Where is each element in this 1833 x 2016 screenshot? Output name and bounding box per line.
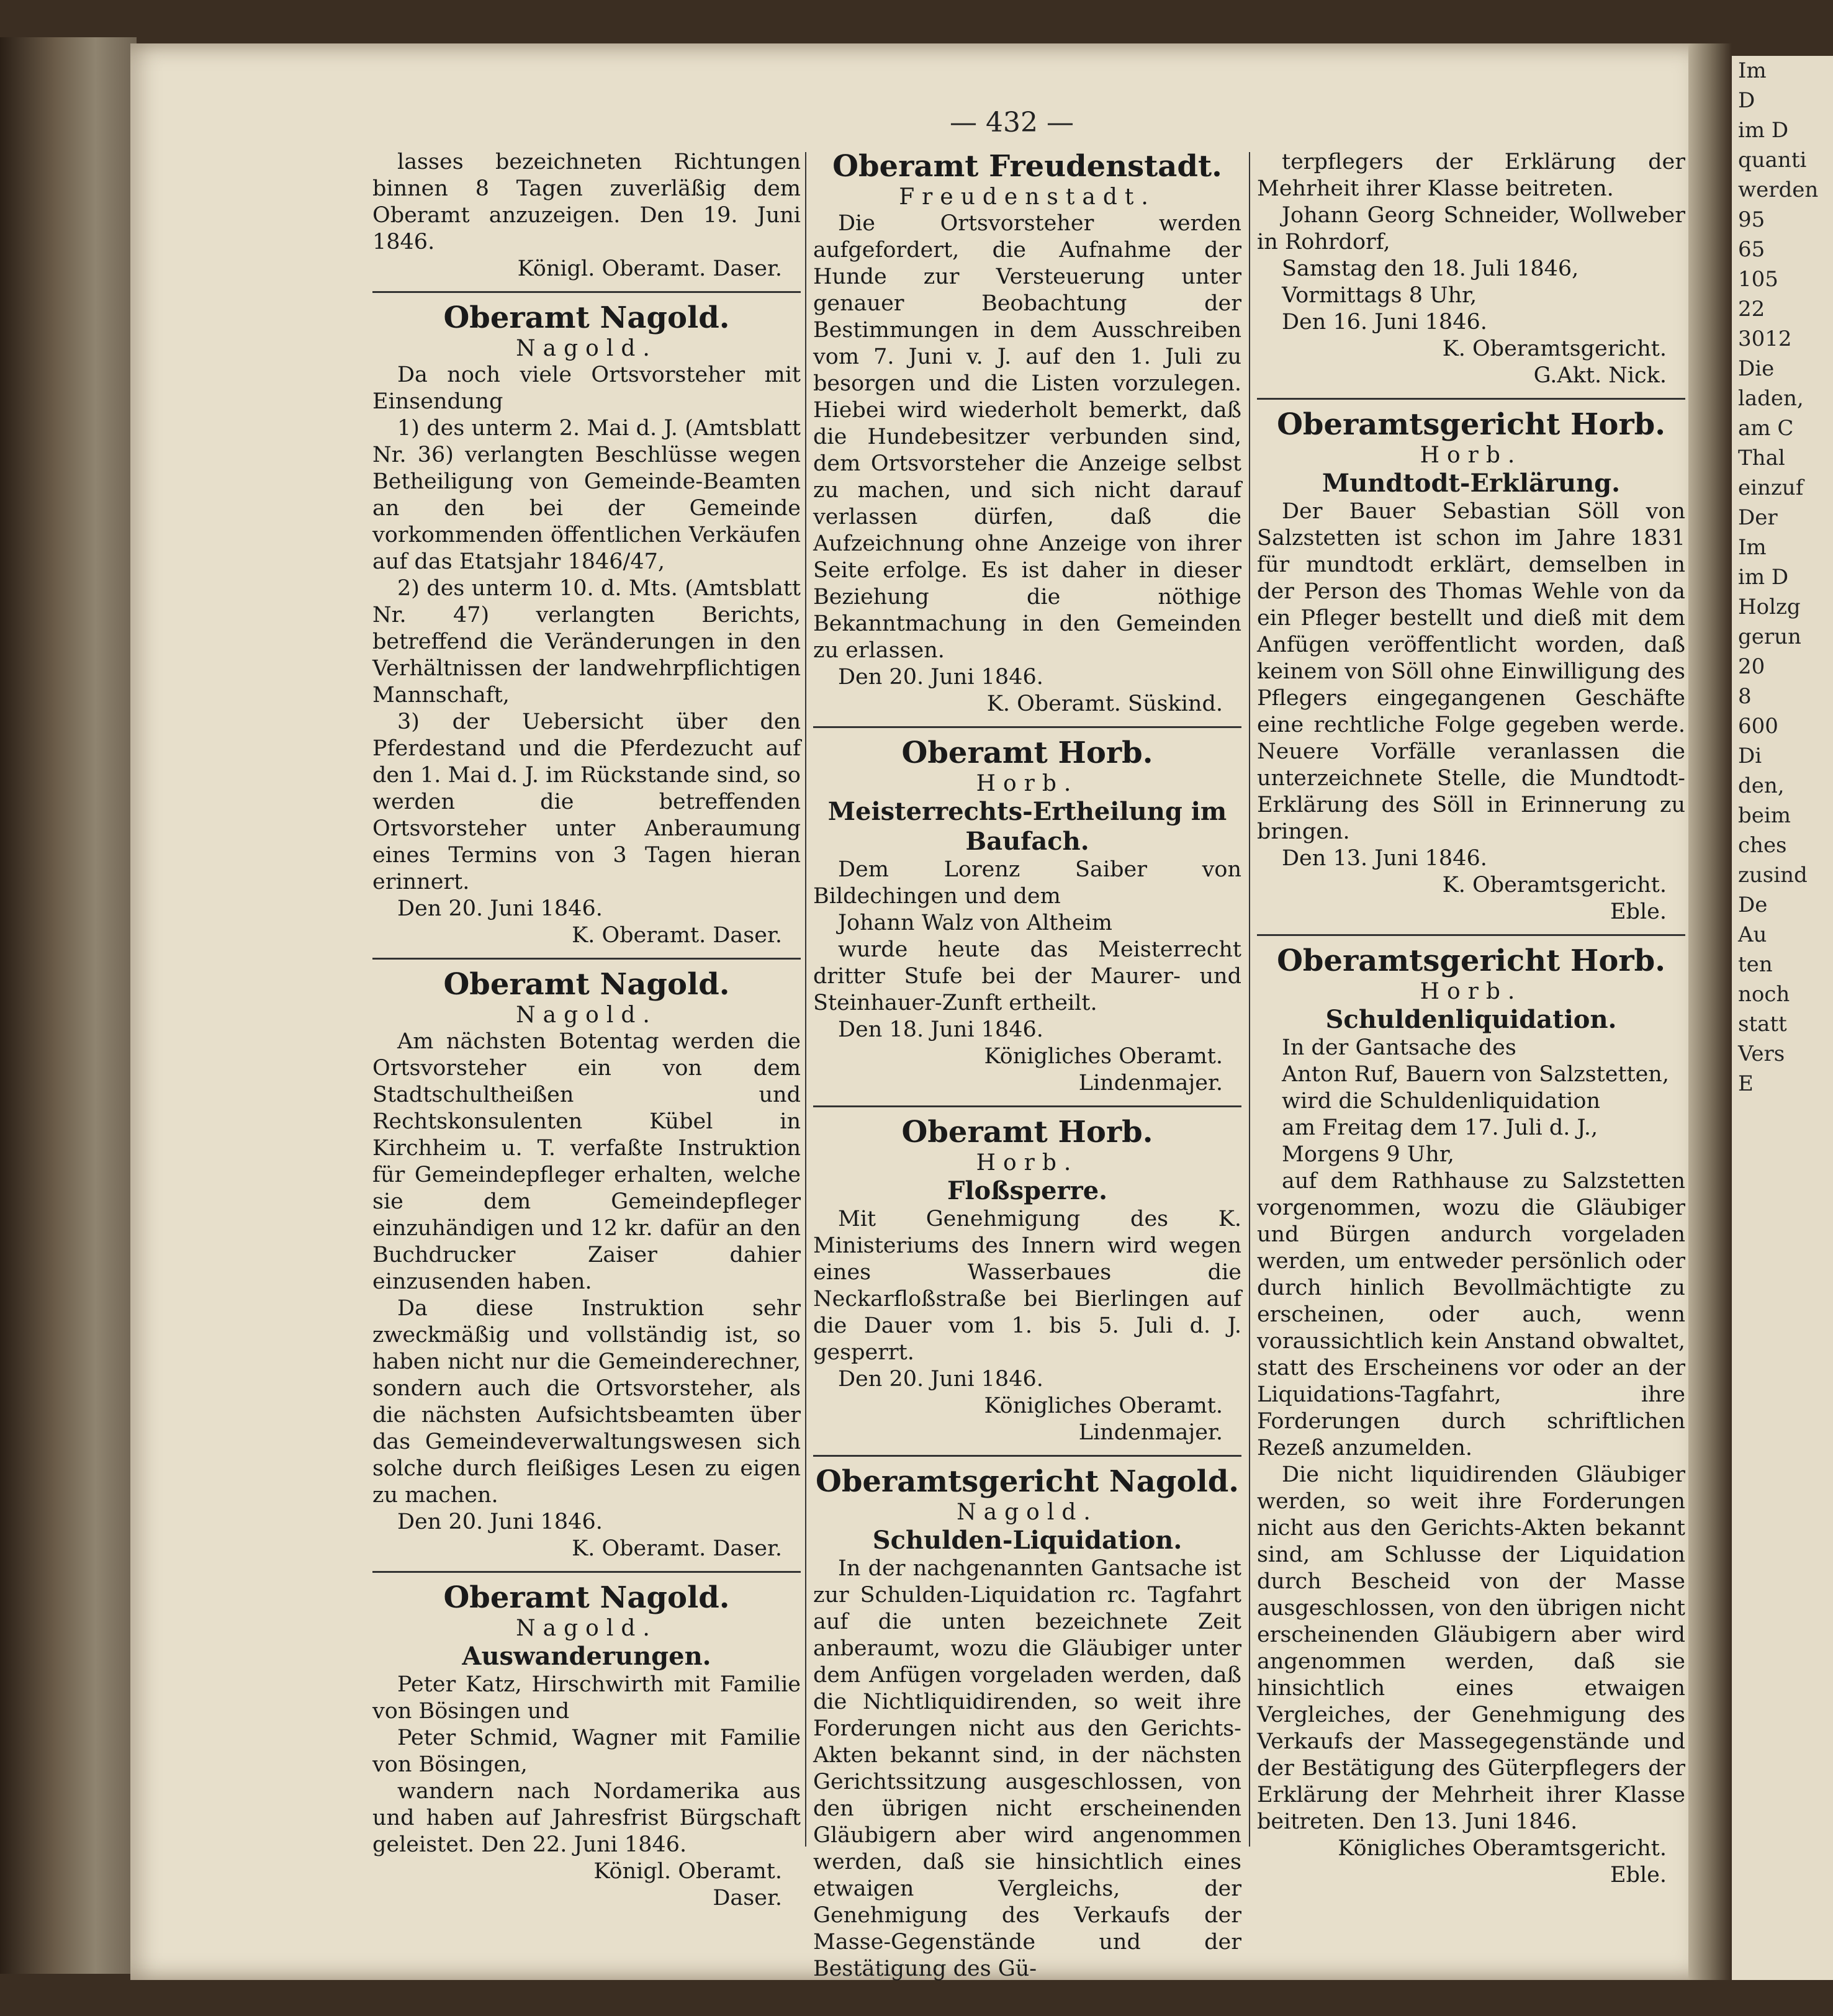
facing-page-fragment: 8 xyxy=(1738,684,1752,709)
notice-signature: Königl. Oberamt. xyxy=(593,1859,782,1884)
notice xyxy=(372,958,801,1562)
book-edge xyxy=(0,37,137,1974)
notice-subtitle: Schulden-Liquidation. xyxy=(872,1526,1182,1555)
notice-heading: Oberamt Nagold. xyxy=(443,967,730,1002)
notice-paragraph: Die nicht liquidirenden Gläubiger werden, so weit ihre Forderungen nicht aus den Gerichts-Akten bekannt sind, am Schlusse der Liquidation durch Bescheid von der Masse ausgeschlossen, von den übrigen nicht erscheinenden Gläubigern aber wird angenommen werden, daß sie hinsichtlich eines etwaigen Vergleiches, der Genehmigung des Verkaufs der Massegegenstände und der Bestätigung des Güterpflegers der Erklärung der Mehrheit ihrer Klasse beitreten. Den 13. Juni 1846. xyxy=(1257,1462,1685,1834)
notice-paragraph: In der nachgenannten Gantsache ist zur Schulden-Liquidation rc. Tagfahrt auf die unten bezeichnete Zeit anberaumt, wozu die Gläubiger unter dem Anfügen vorgeladen werden, daß die Nichtliquidirenden, so weit ihre Forderungen nicht aus den Gerichts-Akten bekannt sind, in der nächsten Gerichtssitzung ausgeschlossen, von den übrigen nicht erscheinenden Gläubigern aber wird angenommen werden, daß sie hinsichtlich eines etwaigen Vergleichs, der Genehmigung des Verkaufs der Masse-Gegenstände und der Bestätigung des Gü- xyxy=(813,1556,1241,1981)
notice-paragraph: Peter Schmid, Wagner mit Familie von Bösingen, xyxy=(372,1726,801,1777)
notice-place: Nagold. xyxy=(957,1500,1098,1525)
notice-paragraph: wird die Schuldenliquidation xyxy=(1282,1089,1601,1114)
facing-page-fragment: 22 xyxy=(1738,297,1765,322)
notice-paragraph: lasses bezeichneten Richtungen binnen 8 Tagen zuverläßig dem Oberamt anzuzeigen. Den 19. Juni 1846. xyxy=(372,150,801,254)
notice-place: Nagold. xyxy=(516,1616,657,1641)
notice-paragraph: Den 20. Juni 1846. xyxy=(838,665,1043,690)
column-3 xyxy=(1257,149,1685,1897)
notice-body xyxy=(372,149,801,256)
notice-body xyxy=(813,210,1241,691)
notice-heading: Oberamtsgericht Horb. xyxy=(1277,943,1665,978)
facing-page-fragment: ten xyxy=(1738,952,1773,977)
notice-subtitle: Schuldenliquidation. xyxy=(1325,1005,1617,1034)
facing-page-fragment: 105 xyxy=(1738,267,1778,292)
facing-page-fragment: De xyxy=(1738,893,1768,917)
column-1 xyxy=(372,149,801,1920)
facing-page-fragment: Im xyxy=(1738,58,1767,83)
notice xyxy=(372,1571,801,1912)
facing-page-fragment: 95 xyxy=(1738,207,1765,232)
notice-heading: Oberamt Horb. xyxy=(901,1115,1153,1150)
facing-page-fragment: Vers xyxy=(1738,1042,1785,1066)
notice-heading: Oberamt Horb. xyxy=(901,736,1153,770)
notice-place: Freudenstadt. xyxy=(899,184,1156,210)
notice-signature: Daser. xyxy=(713,1886,782,1910)
notice-paragraph: 1) des unterm 2. Mai d. J. (Amtsblatt Nr. 36) verlangten Beschlüsse wegen Betheiligung von Gemeinde-Beamten an den bei der Gemeinde vorkommenden öffentlichen Verkäufen auf das Etatsjahr 1846/47, xyxy=(372,416,801,574)
notice-signature: Eble. xyxy=(1610,1863,1667,1888)
notice-signature: Königl. Oberamt. Daser. xyxy=(517,256,782,281)
notice-paragraph: Den 16. Juni 1846. xyxy=(1282,310,1487,335)
notice-signature: K. Oberamtsgericht. xyxy=(1442,336,1667,361)
notice-place: Nagold. xyxy=(516,336,657,361)
notice-paragraph: Den 20. Juni 1846. xyxy=(397,896,603,921)
facing-page-fragment: Di xyxy=(1738,744,1762,768)
notice xyxy=(372,291,801,949)
book-gutter xyxy=(1688,43,1732,1980)
notice xyxy=(1257,149,1685,389)
notice-paragraph: Die Ortsvorsteher werden aufgefordert, die Aufnahme der Hunde zur Versteuerung unter genauer Beobachtung der Bestimmungen in dem Ausschreiben vom 7. Juni v. J. auf den 1. Juli zu besorgen und die Listen vorzulegen. Hiebei wird wiederholt bemerkt, daß die Hundebesitzer verbunden sind, dem Ortsvorsteher die Anzeige selbst zu machen, und sich nicht darauf verlassen dürfen, daß die Aufzeichnung ohne Anzeige von ihrer Seite erfolge. Es ist daher in dieser Beziehung die nöthige Bekanntmachung in den Gemeinden zu erlassen. xyxy=(813,211,1241,663)
notice-body xyxy=(813,857,1241,1043)
notice-heading: Oberamt Nagold. xyxy=(443,1580,730,1615)
notice-subtitle: Mundtodt-Erklärung. xyxy=(1322,469,1621,498)
notice xyxy=(813,1105,1241,1446)
notice xyxy=(1257,398,1685,925)
facing-page-fragment: im D xyxy=(1738,565,1789,590)
notice-subtitle: Floßsperre. xyxy=(947,1176,1108,1205)
notice-body xyxy=(372,362,801,922)
notice-body xyxy=(372,1028,801,1536)
facing-page-fragment: beim xyxy=(1738,803,1791,828)
facing-page-fragment: Holzg xyxy=(1738,595,1801,619)
notice xyxy=(813,1455,1241,1982)
notice-signature: Lindenmajer. xyxy=(1078,1420,1223,1445)
facing-page-fragment: laden, xyxy=(1738,386,1804,411)
notice-paragraph: Dem Lorenz Saiber von Bildechingen und dem xyxy=(813,857,1241,909)
notice xyxy=(813,726,1241,1097)
notice-signature: Lindenmajer. xyxy=(1078,1071,1223,1096)
facing-page-fragment: noch xyxy=(1738,982,1790,1007)
notice-paragraph: wandern nach Nordamerika aus und haben auf Jahresfrist Bürgschaft geleistet. Den 22. Juni 1846. xyxy=(372,1779,801,1857)
notice-signature: Eble. xyxy=(1610,899,1667,924)
column-2 xyxy=(813,149,1241,1991)
notice-paragraph: Da diese Instruktion sehr zweckmäßig und vollständig ist, so haben nicht nur die Gemeinderechner, sondern auch die Ortsvorsteher, als die nächsten Aufsichtsbeamten über das Gemeindeverwaltungswesen sich solche durch fleißiges Lesen zu eigen zu machen. xyxy=(372,1296,801,1508)
notice-paragraph: Den 18. Juni 1846. xyxy=(838,1017,1043,1042)
notice-signature: K. Oberamt. Süskind. xyxy=(986,691,1223,716)
notice-paragraph: 3) der Uebersicht über den Pferdestand und die Pferdezucht auf den 1. Mai d. J. im Rückstande sind, so werden die betreffenden Ortsvorsteher unter Anberaumung eines Termins von 3 Tagen hieran erinnert. xyxy=(372,709,801,894)
notice-signature: Königliches Oberamt. xyxy=(984,1393,1223,1418)
notice-heading: Oberamt Nagold. xyxy=(443,300,730,335)
facing-page-fragment: den, xyxy=(1738,773,1785,798)
facing-page-fragment: zusind xyxy=(1738,863,1808,888)
facing-page-fragment: im D xyxy=(1738,118,1789,143)
notice-paragraph: 2) des unterm 10. d. Mts. (Amtsblatt Nr. 47) verlangten Berichts, betreffend die Veränderungen in den Verhältnissen der landwehrpflichtigen Mannschaft, xyxy=(372,576,801,708)
facing-page-fragment: 65 xyxy=(1738,237,1765,262)
notice-paragraph: Samstag den 18. Juli 1846, xyxy=(1282,256,1579,281)
notice-signature: K. Oberamt. Daser. xyxy=(572,1536,782,1561)
facing-page-fragment: Au xyxy=(1738,922,1767,947)
facing-page-fragment: quanti xyxy=(1738,148,1807,173)
notice-place: Nagold. xyxy=(516,1002,657,1028)
notice-place: Horb. xyxy=(1420,443,1523,468)
notice-place: Horb. xyxy=(1420,979,1523,1004)
notice xyxy=(1257,934,1685,1889)
notice-paragraph: Peter Katz, Hirschwirth mit Familie von Bösingen und xyxy=(372,1672,801,1724)
notice-heading: Oberamtsgericht Horb. xyxy=(1277,407,1665,442)
notice-body xyxy=(813,1206,1241,1393)
facing-page-fragment: Thal xyxy=(1738,446,1785,470)
facing-page-fragment: 600 xyxy=(1738,714,1778,739)
notice-paragraph: Johann Georg Schneider, Wollweber in Rohrdorf, xyxy=(1257,203,1685,254)
facing-page-fragment: 20 xyxy=(1738,654,1765,679)
facing-page-fragment: E xyxy=(1738,1071,1754,1096)
notice-place: Horb. xyxy=(976,1150,1079,1176)
notice-subtitle: Auswanderungen. xyxy=(462,1642,711,1671)
facing-page-fragment: werden xyxy=(1738,178,1819,202)
facing-page-fragment: am C xyxy=(1738,416,1794,441)
notice-paragraph: am Freitag dem 17. Juli d. J., xyxy=(1282,1115,1598,1140)
page-number: — 432 — xyxy=(950,107,1074,138)
notice-signature: G.Akt. Nick. xyxy=(1533,363,1667,388)
column-rule xyxy=(805,152,806,1847)
notice-body xyxy=(813,1555,1241,1982)
notice xyxy=(813,149,1241,718)
notice-body xyxy=(1257,149,1685,336)
notice-subtitle: Meisterrechts-Ertheilung im Baufach. xyxy=(827,797,1227,856)
column-rule xyxy=(1249,152,1250,1847)
notice-paragraph: auf dem Rathhause zu Salzstetten vorgenommen, wozu die Gläubiger und Bürgen andurch vorgeladen werden, um entweder persönlich oder durch hinlich Bevollmächtigte zu erscheinen, oder auch, wenn voraussichtlich kein Anstand obwaltet, statt des Erscheinens vor oder an der Liquidations-Tagfahrt, ihre Forderungen durch schriftlichen Rezeß anzumelden. xyxy=(1257,1169,1685,1460)
facing-page-fragment: Im xyxy=(1738,535,1767,560)
notice-paragraph: Vormittags 8 Uhr, xyxy=(1282,283,1477,308)
notice-paragraph: terpflegers der Erklärung der Mehrheit ihrer Klasse beitreten. xyxy=(1257,150,1685,201)
notice-paragraph: Der Bauer Sebastian Söll von Salzstetten ist schon im Jahre 1831 für mundtodt erklärt, demselben in der Person des Thomas Wehle von da ein Pfleger bestellt und dieß mit dem Anfügen veröffentlicht worden, daß keinem von Söll ohne Einwilligung des Pflegers eingegangenen Geschäfte eine rechtliche Folge gegeben werde. Neuere Vorfälle veranlassen die unterzeichnete Stelle, die Mundtodt-Erklärung des Söll in Erinnerung zu bringen. xyxy=(1257,499,1685,844)
notice-paragraph: Mit Genehmigung des K. Ministeriums des Innern wird wegen eines Wasserbaues die Neckarfloßstraße bei Bierlingen auf die Dauer vom 1. bis 5. Juli d. J. gesperrt. xyxy=(813,1207,1241,1365)
notice-paragraph: Den 13. Juni 1846. xyxy=(1282,846,1487,871)
facing-page-fragment: gerun xyxy=(1738,624,1801,649)
notice-body xyxy=(372,1672,801,1858)
notice-paragraph: Anton Ruf, Bauern von Salzstetten, xyxy=(1282,1062,1669,1087)
facing-page-fragment: einzuf xyxy=(1738,475,1804,500)
notice-signature: K. Oberamt. Daser. xyxy=(572,923,782,948)
facing-page-fragment: D xyxy=(1738,88,1755,113)
notice-paragraph: Morgens 9 Uhr, xyxy=(1282,1142,1454,1167)
notice-signature: Königliches Oberamtsgericht. xyxy=(1338,1836,1667,1861)
notice-signature: Königliches Oberamt. xyxy=(984,1044,1223,1069)
notice-paragraph: Am nächsten Botentag werden die Ortsvorsteher ein von dem Stadtschultheißen und Rechtskonsulenten Kübel in Kirchheim u. T. verfaßte Instruktion für Gemeindepfleger erhalten, welche sie dem Gemeindepfleger einzuhändigen und 12 kr. dafür an den Buchdrucker Zaiser dahier einzusenden haben. xyxy=(372,1029,801,1294)
facing-page-fragment: Der xyxy=(1738,505,1778,530)
notice-paragraph: Den 20. Juni 1846. xyxy=(397,1510,603,1534)
notice-paragraph: Den 20. Juni 1846. xyxy=(838,1367,1043,1392)
facing-page-fragment: 3012 xyxy=(1738,326,1792,351)
facing-page xyxy=(1732,56,1833,1980)
notice-body xyxy=(1257,498,1685,872)
facing-page-fragment: ches xyxy=(1738,833,1787,858)
notice xyxy=(372,149,801,282)
notice-heading: Oberamt Freudenstadt. xyxy=(832,149,1222,184)
notice-signature: K. Oberamtsgericht. xyxy=(1442,873,1667,898)
facing-page-fragment: statt xyxy=(1738,1012,1787,1037)
notice-paragraph: Johann Walz von Altheim xyxy=(838,911,1112,935)
notice-place: Horb. xyxy=(976,771,1079,796)
notice-body xyxy=(1257,1035,1685,1835)
notice-paragraph: In der Gantsache des xyxy=(1282,1035,1516,1060)
notice-paragraph: Da noch viele Ortsvorsteher mit Einsendung xyxy=(372,362,801,414)
notice-paragraph: wurde heute das Meisterrecht dritter Stufe bei der Maurer- und Steinhauer-Zunft ertheilt. xyxy=(813,937,1241,1015)
notice-heading: Oberamtsgericht Nagold. xyxy=(816,1464,1239,1499)
facing-page-fragment: Die xyxy=(1738,356,1775,381)
